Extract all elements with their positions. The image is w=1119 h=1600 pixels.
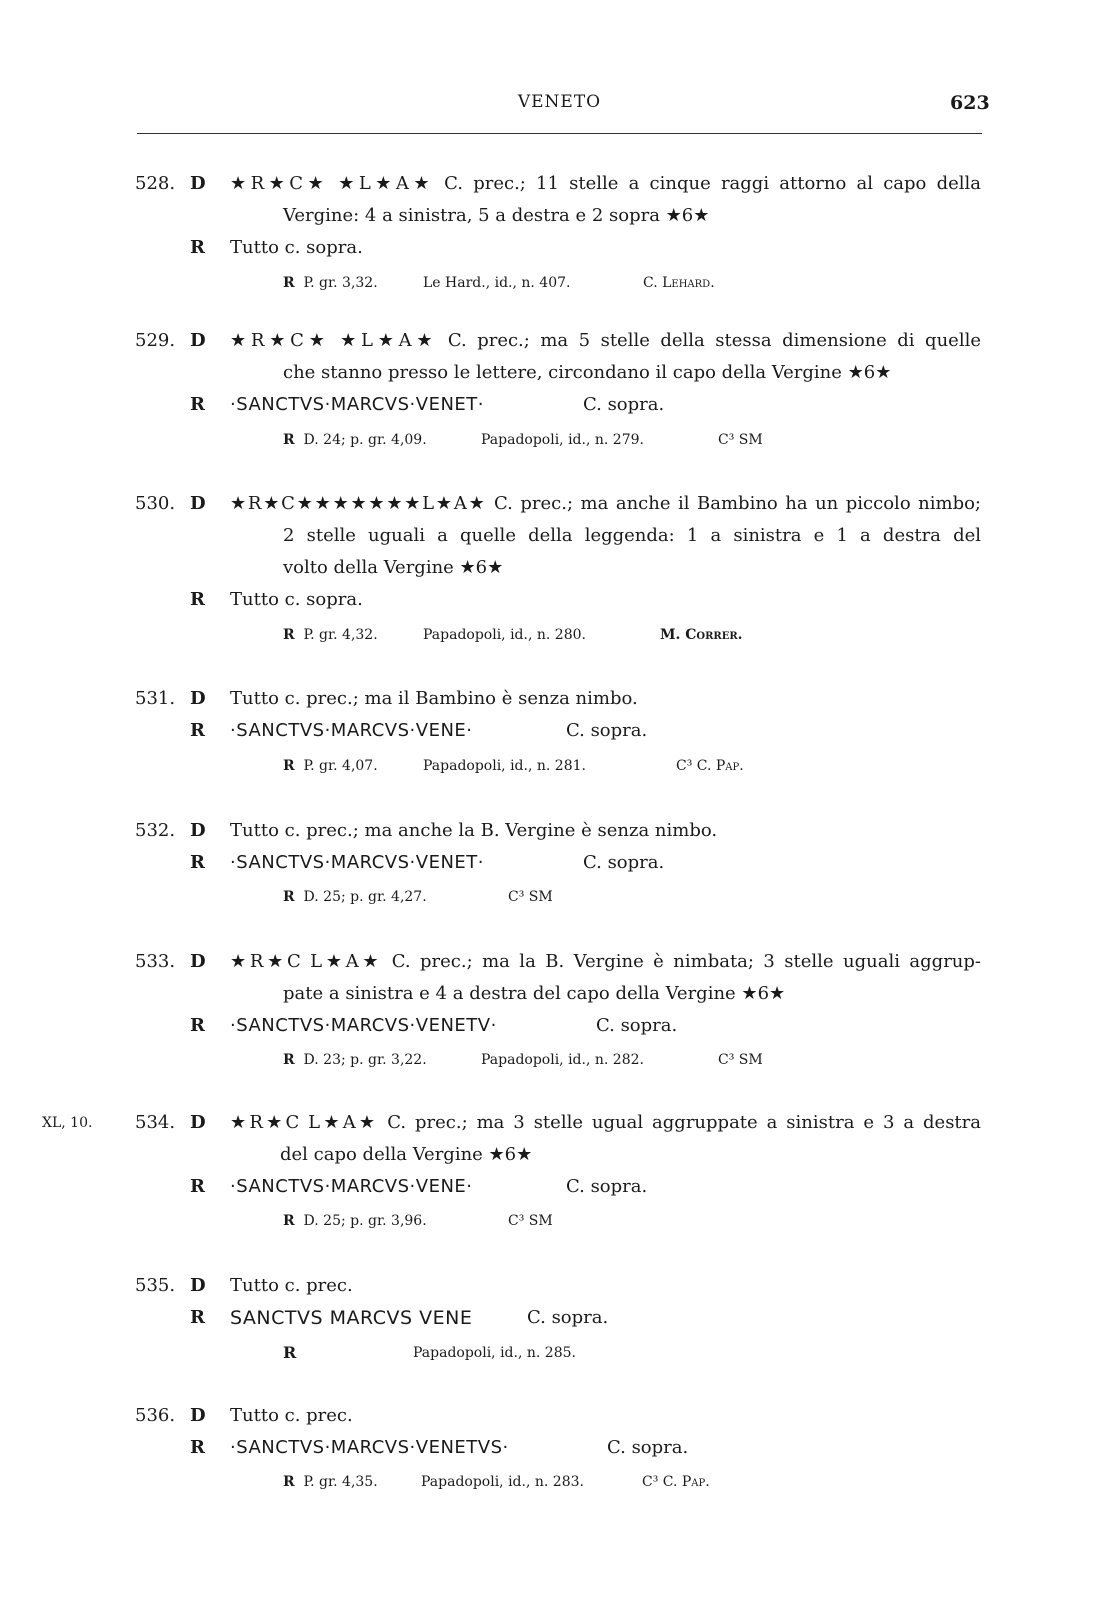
reverse-description: C. sopra. <box>596 1015 678 1036</box>
weight-ref: D. 25; p. gr. 3,96. <box>303 1213 427 1229</box>
source-ref: Papadopoli, id., n. 279. <box>481 432 644 448</box>
entry-number: 528. <box>135 173 176 194</box>
rarity-mark: R <box>283 1474 295 1490</box>
entry-number: 534. <box>135 1112 176 1133</box>
obverse-symbol: D <box>190 330 206 351</box>
reverse-description: C. sopra. <box>583 852 665 873</box>
reverse-symbol: R <box>190 720 205 741</box>
obverse-symbol: D <box>190 1112 206 1133</box>
source-ref: Le Hard., id., n. 407. <box>423 275 571 291</box>
reverse-description: C. sopra. <box>583 394 665 415</box>
reverse-legend: ·SANCTVS·MARCVS·VENETVS· <box>230 1437 509 1458</box>
weight-ref: P. gr. 4,35. <box>303 1474 378 1490</box>
reverse-description: C. sopra. <box>607 1437 689 1458</box>
entry-number: 536. <box>135 1405 176 1426</box>
entry-number: 531. <box>135 688 176 709</box>
source-ref: Papadopoli, id., n. 285. <box>413 1345 576 1361</box>
reverse-symbol: R <box>190 589 205 610</box>
obverse-description: Tutto c. prec. <box>230 1275 353 1296</box>
obverse-symbol: D <box>190 951 206 972</box>
reverse-description: Tutto c. sopra. <box>230 589 363 610</box>
obverse-description: ★R★C★ ★L★A★ C. prec.; ma 5 stelle della stessa dimensione di quelle <box>230 330 981 351</box>
page-number: 623 <box>950 92 990 114</box>
entry-number: 529. <box>135 330 176 351</box>
rarity-mark: R <box>283 758 295 774</box>
obverse-description: ★R★C L★A★ C. prec.; ma 3 stelle ugual aggruppate a sinistra e 3 a destra <box>230 1112 981 1133</box>
reverse-symbol: R <box>190 1437 205 1458</box>
collection-ref: C³ SM <box>718 432 763 448</box>
weight-ref: D. 24; p. gr. 4,09. <box>303 432 427 448</box>
obverse-description-cont: Vergine: 4 a sinistra, 5 a destra e 2 sopra ★6★ <box>283 205 710 226</box>
reverse-legend: ·SANCTVS·MARCVS·VENET· <box>230 852 485 873</box>
rarity-mark: R <box>283 1213 295 1229</box>
collection-ref: M. Correr. <box>660 627 743 643</box>
weight-ref: D. 25; p. gr. 4,27. <box>303 889 427 905</box>
obverse-description-cont: 2 stelle uguali a quelle della leggenda: 1 a sinistra e 1 a destra del <box>283 525 981 546</box>
collection-ref: C. Lehard. <box>643 275 715 291</box>
reverse-legend: ·SANCTVS·MARCVS·VENET· <box>230 394 485 415</box>
collection-ref: C³ SM <box>508 1213 553 1229</box>
rarity-mark: R <box>283 275 295 291</box>
obverse-description: Tutto c. prec.; ma anche la B. Vergine è senza nimbo. <box>230 820 718 841</box>
obverse-symbol: D <box>190 1275 206 1296</box>
reverse-description: C. sopra. <box>527 1307 609 1328</box>
obverse-symbol: D <box>190 1405 206 1426</box>
reverse-symbol: R <box>190 852 205 873</box>
reverse-symbol: R <box>190 237 205 258</box>
weight-ref: D. 23; p. gr. 3,22. <box>303 1052 427 1068</box>
weight-ref: P. gr. 4,07. <box>303 758 378 774</box>
obverse-description-cont: che stanno presso le lettere, circondano il capo della Vergine ★6★ <box>283 362 892 383</box>
obverse-description: Tutto c. prec. <box>230 1405 353 1426</box>
source-ref: Papadopoli, id., n. 280. <box>423 627 586 643</box>
plate-reference: XL, 10. <box>42 1115 93 1131</box>
reverse-legend: ·SANCTVS·MARCVS·VENE· <box>230 1176 473 1197</box>
obverse-symbol: D <box>190 688 206 709</box>
reverse-symbol: R <box>190 394 205 415</box>
source-ref: Papadopoli, id., n. 281. <box>423 758 586 774</box>
obverse-description: Tutto c. prec.; ma il Bambino è senza nimbo. <box>230 688 638 709</box>
reverse-legend: SANCTVS MARCVS VENE <box>230 1307 473 1329</box>
header-rule <box>137 133 982 134</box>
entry-number: 530. <box>135 493 176 514</box>
source-ref: Papadopoli, id., n. 282. <box>481 1052 644 1068</box>
entry-number: 535. <box>135 1275 176 1296</box>
rarity-mark: R <box>283 1052 295 1068</box>
weight-ref: P. gr. 4,32. <box>303 627 378 643</box>
reverse-symbol: R <box>190 1307 205 1328</box>
obverse-symbol: D <box>190 173 206 194</box>
collection-ref: C³ C. Pap. <box>676 758 744 774</box>
obverse-description-cont: del capo della Vergine ★6★ <box>280 1144 533 1165</box>
obverse-description: ★R★C★ ★L★A★ C. prec.; 11 stelle a cinque raggi attorno al capo della <box>230 173 981 194</box>
obverse-symbol: D <box>190 493 206 514</box>
obverse-description-cont: pate a sinistra e 4 a destra del capo della Vergine ★6★ <box>283 983 786 1004</box>
rarity-mark: R <box>283 1343 297 1362</box>
obverse-description: ★R★C★★★★★★★L★A★ C. prec.; ma anche il Bambino ha un piccolo nimbo; <box>230 493 981 514</box>
entry-number: 533. <box>135 951 176 972</box>
collection-ref: C³ SM <box>718 1052 763 1068</box>
reverse-symbol: R <box>190 1176 205 1197</box>
obverse-description-cont: volto della Vergine ★6★ <box>283 557 504 578</box>
entry-number: 532. <box>135 820 176 841</box>
running-header-title: VENETO <box>517 92 602 112</box>
rarity-mark: R <box>283 627 295 643</box>
reverse-description: C. sopra. <box>566 720 648 741</box>
rarity-mark: R <box>283 432 295 448</box>
weight-ref: P. gr. 3,32. <box>303 275 378 291</box>
collection-ref: C³ SM <box>508 889 553 905</box>
obverse-symbol: D <box>190 820 206 841</box>
rarity-mark: R <box>283 889 295 905</box>
reverse-symbol: R <box>190 1015 205 1036</box>
reverse-legend: ·SANCTVS·MARCVS·VENE· <box>230 720 473 741</box>
obverse-description: ★R★C L★A★ C. prec.; ma la B. Vergine è nimbata; 3 stelle uguali aggrup- <box>230 951 981 972</box>
reverse-description: Tutto c. sopra. <box>230 237 363 258</box>
reverse-description: C. sopra. <box>566 1176 648 1197</box>
collection-ref: C³ C. Pap. <box>642 1474 710 1490</box>
reverse-legend: ·SANCTVS·MARCVS·VENETV· <box>230 1015 497 1036</box>
source-ref: Papadopoli, id., n. 283. <box>421 1474 584 1490</box>
